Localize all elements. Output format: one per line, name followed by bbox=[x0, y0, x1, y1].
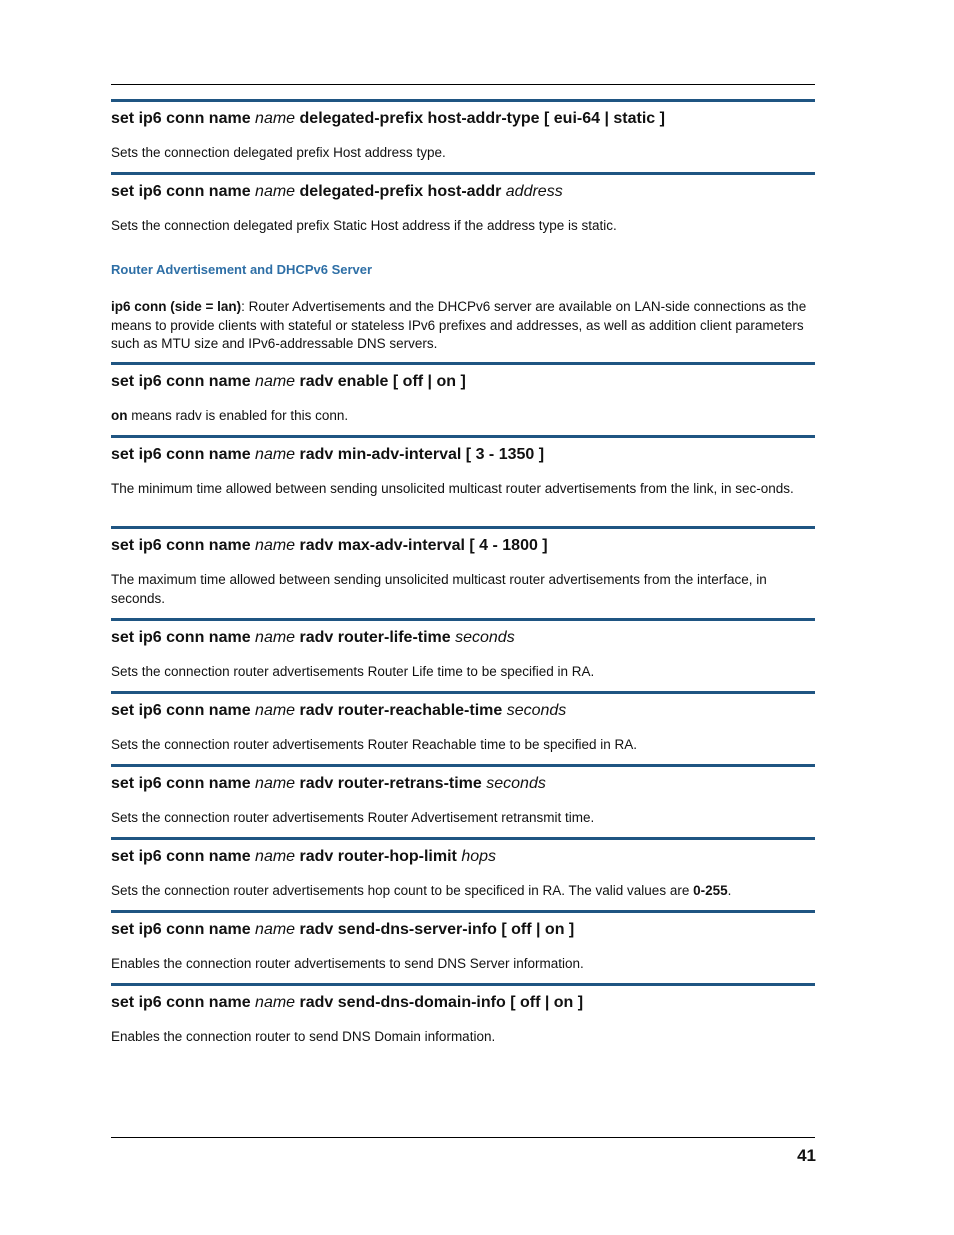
text-run: . bbox=[727, 883, 732, 898]
command-title bbox=[111, 774, 815, 794]
parameter-placeholder: seconds bbox=[486, 775, 546, 792]
parameter-placeholder: name bbox=[255, 373, 296, 390]
keyword-text: set ip6 conn name bbox=[111, 848, 256, 865]
section-divider bbox=[111, 362, 815, 365]
parameter-placeholder: name bbox=[255, 921, 296, 938]
keyword-text: set ip6 conn name bbox=[111, 629, 256, 646]
text-run: Sets the connection router advertisements hop count to be specificed in RA. The valid values are bbox=[111, 883, 694, 898]
keyword-text: set ip6 conn name bbox=[111, 921, 256, 938]
command-block bbox=[111, 362, 815, 426]
keyword-text: radv min-adv-interval [ 3 - 1350 ] bbox=[295, 446, 545, 463]
command-description bbox=[111, 663, 815, 682]
section-divider bbox=[111, 691, 815, 694]
keyword-text: radv router-life-time bbox=[295, 629, 456, 646]
command-block bbox=[111, 172, 815, 236]
section-divider bbox=[111, 837, 815, 840]
text-run: Sets the connection router advertisements Router Advertisement retransmit time. bbox=[111, 810, 595, 825]
command-title bbox=[111, 847, 815, 867]
keyword-text: radv router-retrans-time bbox=[295, 775, 487, 792]
parameter-placeholder: name bbox=[255, 446, 296, 463]
header-rule bbox=[111, 84, 815, 85]
keyword-text: radv router-hop-limit bbox=[295, 848, 462, 865]
command-description bbox=[111, 144, 815, 163]
text-run: Sets the connection router advertisements Router Life time to be specified in RA. bbox=[111, 664, 595, 679]
keyword-text: set ip6 conn name bbox=[111, 702, 256, 719]
section-divider bbox=[111, 526, 815, 529]
command-description bbox=[111, 882, 815, 901]
keyword-text: radv send-dns-domain-info [ off | on ] bbox=[295, 994, 584, 1011]
section-divider bbox=[111, 435, 815, 438]
intro-bold: ip6 conn (side = lan) bbox=[111, 299, 242, 314]
command-block bbox=[111, 837, 815, 901]
command-title bbox=[111, 920, 815, 940]
footer-rule bbox=[111, 1137, 815, 1138]
command-description bbox=[111, 217, 815, 236]
command-block bbox=[111, 983, 815, 1047]
keyword-text: delegated-prefix host-addr bbox=[295, 183, 506, 200]
section-divider bbox=[111, 618, 815, 621]
text-run: Sets the connection delegated prefix Static Host address if the address type is static. bbox=[111, 218, 617, 233]
parameter-placeholder: name bbox=[255, 629, 296, 646]
keyword-text: set ip6 conn name bbox=[111, 110, 256, 127]
text-run: means radv is enabled for this conn. bbox=[127, 408, 349, 423]
keyword-text: set ip6 conn name bbox=[111, 373, 256, 390]
parameter-placeholder: address bbox=[505, 183, 563, 200]
command-description bbox=[111, 736, 815, 755]
command-title bbox=[111, 628, 815, 648]
keyword-text: set ip6 conn name bbox=[111, 537, 256, 554]
intro-text: : Router Advertisements and the DHCPv6 server are available on LAN-side connections as the means to provide clients with stateful or stateless IPv6 prefixes and addresses, as well as addition client parameters such as MTU size and IPv6-addressable DNS servers. bbox=[111, 299, 807, 351]
keyword-text: set ip6 conn name bbox=[111, 446, 256, 463]
command-description bbox=[111, 809, 815, 828]
command-description bbox=[111, 480, 815, 499]
keyword-text: on bbox=[111, 408, 128, 423]
page-number: 41 bbox=[797, 1146, 816, 1165]
section-intro bbox=[111, 298, 815, 354]
command-block bbox=[111, 526, 815, 608]
parameter-placeholder: name bbox=[255, 702, 296, 719]
command-description bbox=[111, 407, 815, 426]
section-divider bbox=[111, 910, 815, 913]
parameter-placeholder: name bbox=[255, 110, 296, 127]
keyword-text: radv send-dns-server-info [ off | on ] bbox=[295, 921, 575, 938]
parameter-placeholder: name bbox=[255, 775, 296, 792]
text-run: The minimum time allowed between sending unsolicited multicast router advertisements from the link, in sec-onds. bbox=[111, 481, 794, 496]
keyword-text: set ip6 conn name bbox=[111, 775, 256, 792]
command-title bbox=[111, 372, 815, 392]
section-heading: Router Advertisement and DHCPv6 Server bbox=[111, 262, 373, 277]
section-divider bbox=[111, 983, 815, 986]
command-title bbox=[111, 182, 815, 202]
command-title bbox=[111, 701, 815, 721]
parameter-placeholder: name bbox=[255, 537, 296, 554]
command-title bbox=[111, 109, 815, 129]
keyword-text: radv enable [ off | on ] bbox=[295, 373, 466, 390]
command-block bbox=[111, 691, 815, 755]
command-description bbox=[111, 1028, 815, 1047]
command-description bbox=[111, 571, 815, 608]
keyword-text: 0-255 bbox=[693, 883, 728, 898]
parameter-placeholder: seconds bbox=[455, 629, 515, 646]
command-block bbox=[111, 764, 815, 828]
parameter-placeholder: name bbox=[255, 848, 296, 865]
keyword-text: delegated-prefix host-addr-type [ eui-64 | static ] bbox=[295, 110, 665, 127]
text-run: Sets the connection delegated prefix Host address type. bbox=[111, 145, 446, 160]
section-divider bbox=[111, 172, 815, 175]
keyword-text: set ip6 conn name bbox=[111, 183, 256, 200]
command-title bbox=[111, 536, 815, 556]
section-divider bbox=[111, 764, 815, 767]
command-block bbox=[111, 99, 815, 163]
command-block bbox=[111, 618, 815, 682]
text-run: Sets the connection router advertisements Router Reachable time to be specified in RA. bbox=[111, 737, 638, 752]
text-run: The maximum time allowed between sending unsolicited multicast router advertisements from the interface, in seconds. bbox=[111, 572, 767, 606]
command-description bbox=[111, 955, 815, 974]
keyword-text: radv router-reachable-time bbox=[295, 702, 507, 719]
command-block bbox=[111, 910, 815, 974]
parameter-placeholder: name bbox=[255, 183, 296, 200]
command-block bbox=[111, 435, 815, 499]
text-run: Enables the connection router advertisements to send DNS Server information. bbox=[111, 956, 584, 971]
parameter-placeholder: seconds bbox=[506, 702, 567, 719]
text-run: Enables the connection router to send DNS Domain information. bbox=[111, 1029, 496, 1044]
keyword-text: radv max-adv-interval [ 4 - 1800 ] bbox=[295, 537, 548, 554]
keyword-text: set ip6 conn name bbox=[111, 994, 256, 1011]
section-divider bbox=[111, 99, 815, 102]
parameter-placeholder: hops bbox=[461, 848, 497, 865]
command-title bbox=[111, 993, 815, 1013]
command-title bbox=[111, 445, 815, 465]
parameter-placeholder: name bbox=[255, 994, 296, 1011]
